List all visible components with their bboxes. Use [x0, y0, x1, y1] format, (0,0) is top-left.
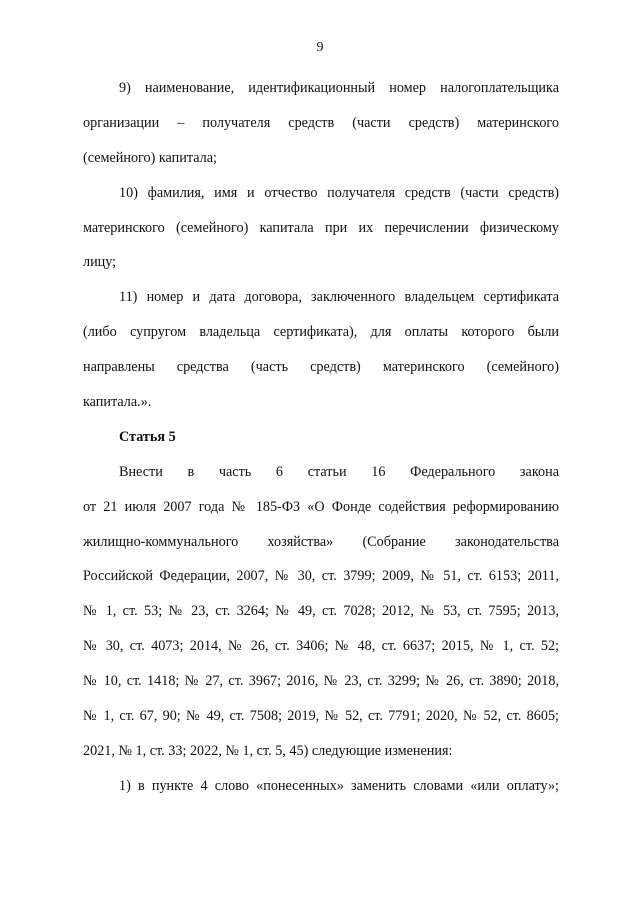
item-9-line-1: 9) наименование, идентификационный номер налогоплательщика [119, 80, 559, 96]
amendment-item-1: 1) в пункте 4 слово «понесенных» заменить словами «или оплату»; [119, 777, 559, 794]
item-9-line-2: организации – получателя средств (части средств) материнского [83, 114, 559, 131]
item-11-line-4: капитала.». [83, 394, 152, 411]
item-11-line-1: 11) номер и дата договора, заключенного владельцем сертификата [119, 289, 559, 306]
item-10-line-3: лицу; [83, 254, 117, 271]
article-5-line-3: жилищно-коммунального хозяйства» (Собрание законодательства [83, 533, 559, 550]
article-5-line-5: № 1, ст. 53; № 23, ст. 3264; № 49, ст. 7028; 2012, № 53, ст. 7595; 2013, [83, 603, 559, 620]
item-9-line-3: (семейного) капитала; [83, 149, 217, 166]
page-number: 9 [316, 40, 324, 55]
item-10-line-2: материнского (семейного) капитала при их перечислении физическому [83, 219, 559, 236]
article-5-line-9: 2021, № 1, ст. 33; 2022, № 1, ст. 5, 45) следующие изменения: [83, 742, 453, 759]
article-5-line-4: Российской Федерации, 2007, № 30, ст. 3799; 2009, № 51, ст. 6153; 2011, [83, 568, 559, 585]
article-heading: Статья 5 [119, 428, 176, 445]
document-body [83, 73, 559, 806]
item-11-line-3: направлены средства (часть средств) материнского (семейного) [83, 359, 559, 376]
article-5-line-2: от 21 июля 2007 года № 185-ФЗ «О Фонде содействия реформированию [83, 498, 559, 515]
item-11-line-2: (либо супругом владельца сертификата), для оплаты которого были [83, 324, 559, 341]
article-5-line-1: Внести в часть 6 статьи 16 Федерального закона [119, 463, 559, 480]
article-5-line-6: № 30, ст. 4073; 2014, № 26, ст. 3406; № 48, ст. 6637; 2015, № 1, ст. 52; [83, 638, 559, 655]
item-10-line-1: 10) фамилия, имя и отчество получателя средств (части средств) [119, 184, 559, 201]
article-5-line-8: № 1, ст. 67, 90; № 49, ст. 7508; 2019, № 52, ст. 7791; 2020, № 52, ст. 8605; [83, 708, 559, 725]
article-5-line-7: № 10, ст. 1418; № 27, ст. 3967; 2016, № 23, ст. 3299; № 26, ст. 3890; 2018, [83, 673, 559, 690]
